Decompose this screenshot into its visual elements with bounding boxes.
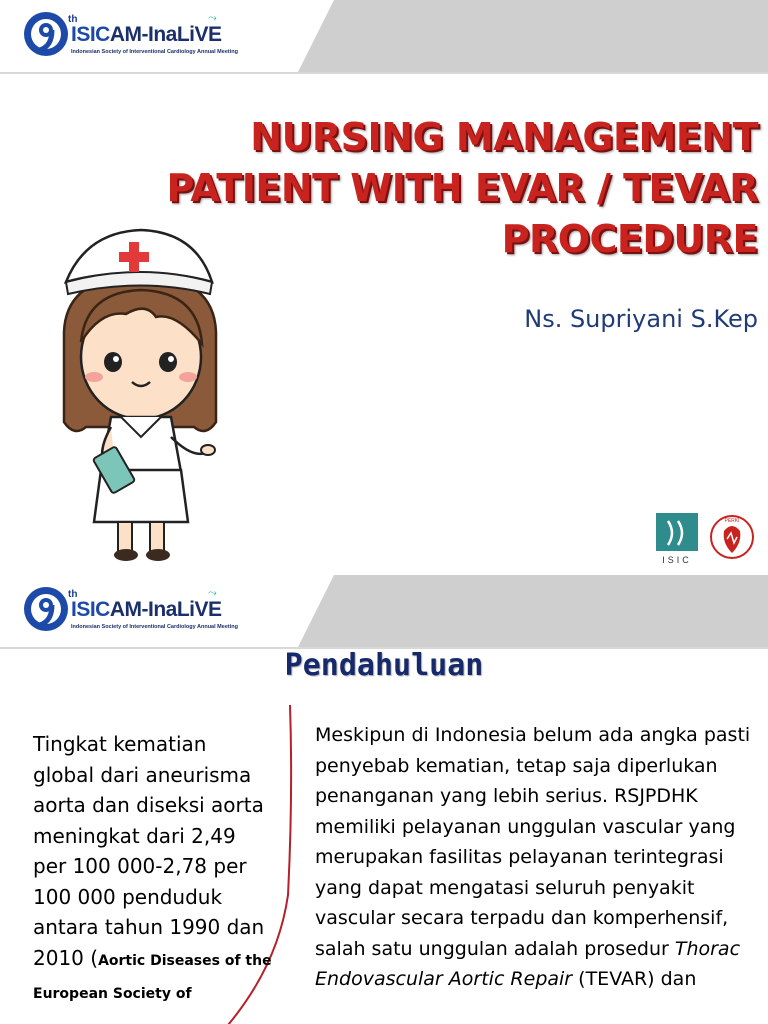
title-line-3: PROCEDURE [501, 217, 758, 261]
nurse-illustration [56, 222, 226, 567]
perki-logo [709, 509, 755, 565]
nine-emblem-icon [22, 10, 70, 58]
isicam-logo [22, 585, 252, 637]
left-citation: Aortic Diseases of the European Society of [33, 952, 272, 1002]
logo-superscript: th [68, 14, 78, 25]
right-body-end: (TEVAR) dan [572, 968, 697, 990]
left-body-text: Tingkat kematian global dari aneurisma aorta dan diseksi aorta meningkat dari 2,49 per 100 000-2,78 per 100 000 penduduk antara tahun 1990 dan 2010 [33, 732, 265, 970]
logo-subtitle: Indonesian Society of Interventional Cardiology Annual Meeting [71, 49, 238, 55]
logo-live: LiVE [176, 23, 222, 46]
perki-logo-text: PERKI [724, 518, 740, 524]
right-italic-thorac: Thorac [674, 937, 741, 960]
logo-superscript: th [68, 589, 78, 600]
nine-emblem-icon [22, 585, 70, 633]
header-gray-band [298, 0, 768, 72]
logo-live: LiVE [176, 598, 222, 621]
right-paragraph [315, 720, 765, 995]
wifi-icon: ⤳ [208, 12, 217, 24]
right-body-text: Meskipun di Indonesia belum ada angka pasti penyebab kematian, tetap saja diperlukan penanganan yang lebih serius. RSJPDHK memiliki pelayanan unggulan vascular yang merupakan fasilitas pelayanan terintegrasi yang dapat mengatasi seluruh penyakit vascular secara terpadu dan komperhensif, salah satu unggulan adalah prosedur [315, 724, 751, 960]
logo-am-ina: AM-Ina [109, 23, 177, 46]
isic-logo-text: ISIC [662, 555, 692, 565]
left-paragraph [33, 729, 273, 1010]
title-line-2: PATIENT WITH EVAR / TEVAR [166, 166, 758, 210]
wifi-icon: ⤳ [208, 587, 217, 599]
author-name: Ns. Supriyani S.Kep [524, 305, 758, 333]
logo-isic: ISIC [71, 598, 110, 621]
logo-isic: ISIC [71, 23, 110, 46]
logo-am-ina: AM-Ina [109, 598, 177, 621]
header-divider [0, 72, 768, 74]
logo-wordmark [71, 23, 222, 47]
slide-title [138, 112, 758, 265]
logo-wordmark [71, 598, 222, 622]
isic-emblem-icon [654, 513, 700, 565]
left-open-paren: ( [90, 945, 99, 970]
header-gray-band [298, 575, 768, 647]
intro-slide [0, 575, 768, 1024]
right-italic-evar: Endovascular Aortic Repair [315, 968, 573, 990]
title-line-1: NURSING MANAGEMENT [250, 115, 758, 159]
isicam-logo [22, 10, 252, 62]
isic-logo [654, 513, 700, 565]
logo-subtitle: Indonesian Society of Interventional Cardiology Annual Meeting [71, 624, 238, 630]
section-title: Pendahuluan [284, 648, 484, 683]
